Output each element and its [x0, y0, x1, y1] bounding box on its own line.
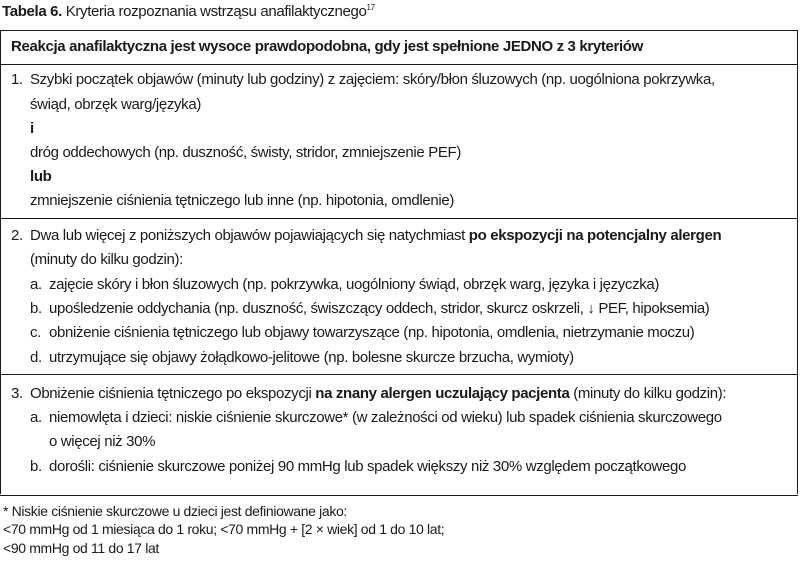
criterion-2-item: upośledzenie oddychania (np. duszność, świszczący oddech, stridor, skurcz oskrzeli, ↓ PEF, hipoksemia) [49, 300, 710, 317]
footnote-line: * Niskie ciśnienie skurczowe u dzieci jest definiowane jako: [3, 503, 347, 519]
criterion-2-intro-bold: po ekspozycji na potencjalny alergen [468, 227, 722, 244]
criterion-3-item-letter: a. [30, 409, 42, 426]
criterion-1-number: 1. [11, 71, 23, 88]
table-header-row [0, 31, 798, 64]
criterion-3-intro-tail: (minuty do kilku godzin): [569, 385, 727, 402]
criterion-3-item: niemowlęta i dzieci: niskie ciśnienie skurczowe* (w zależności od wieku) lub spadek ciśnienia skurczowego [49, 409, 722, 426]
criterion-1-line: Szybki początek objawów (minuty lub godziny) z zajęciem: skóry/błon śluzowych (np. uogólniona pokrzywka, [30, 71, 715, 88]
criterion-2-row [0, 219, 798, 374]
footnote-line: <70 mmHg od 1 miesiąca do 1 roku; <70 mmHg + [2 × wiek] od 1 do 10 lat; [3, 521, 445, 537]
criterion-3-item: o więcej niż 30% [49, 433, 156, 450]
criterion-3-number: 3. [11, 385, 23, 402]
criterion-1-conjunction: i [30, 120, 34, 137]
reference-number: 17 [366, 3, 375, 12]
table-label: Tabela 6. [2, 3, 62, 20]
criterion-2-item-letter: d. [30, 349, 42, 366]
criterion-2-item: obniżenie ciśnienia tętniczego lub objawy towarzyszące (np. hipotonia, omdlenia, nietrzymanie moczu) [49, 324, 695, 341]
footnote-line: <90 mmHg od 11 do 17 lat [3, 540, 159, 556]
criterion-1-conjunction: lub [30, 168, 52, 185]
criterion-2-item: zajęcie skóry i błon śluzowych (np. pokrzywka, uogólniony świąd, obrzęk warg, języka i języczka) [49, 276, 660, 293]
criterion-3-item-letter: b. [30, 458, 42, 475]
criterion-2-item: utrzymujące się objawy żołądkowo-jelitowe (np. bolesne skurcze brzucha, wymioty) [49, 349, 574, 366]
criterion-2-intro-continued: (minuty do kilku godzin): [30, 251, 183, 268]
criterion-3-row [0, 375, 798, 494]
table-title: Kryteria rozpoznania wstrząsu anafilaktycznego [61, 3, 367, 20]
criterion-3-intro-bold: na znany alergen uczulający pacjenta [315, 385, 570, 402]
criterion-2-intro-text: Dwa lub więcej z poniższych objawów pojawiających się natychmiast [30, 227, 469, 244]
criterion-3-intro-text: Obniżenie ciśnienia tętniczego po ekspozycji [30, 385, 316, 402]
criteria-table [0, 30, 798, 496]
criterion-1-line: zmniejszenie ciśnienia tętniczego lub inne (np. hipotonia, omdlenie) [30, 192, 454, 209]
criterion-2-number: 2. [11, 227, 23, 244]
criterion-2-item-letter: b. [30, 300, 42, 317]
criterion-3-item: dorośli: ciśnienie skurczowe poniżej 90 mmHg lub spadek większy niż 30% względem początkowego [49, 458, 686, 475]
criterion-3-intro [30, 384, 726, 404]
criterion-1-line: dróg oddechowych (np. duszność, świsty, stridor, zmniejszenie PEF) [30, 144, 461, 161]
criterion-2-item-letter: a. [30, 276, 42, 293]
criterion-1-line: świąd, obrzęk warg/języka) [30, 96, 201, 113]
table-caption [2, 3, 375, 21]
criterion-2-item-letter: c. [30, 324, 41, 341]
table-header: Reakcja anafilaktyczna jest wysoce prawdopodobna, gdy jest spełnione JEDNO z 3 kryteriów [11, 38, 643, 55]
criterion-2-intro [30, 226, 721, 246]
